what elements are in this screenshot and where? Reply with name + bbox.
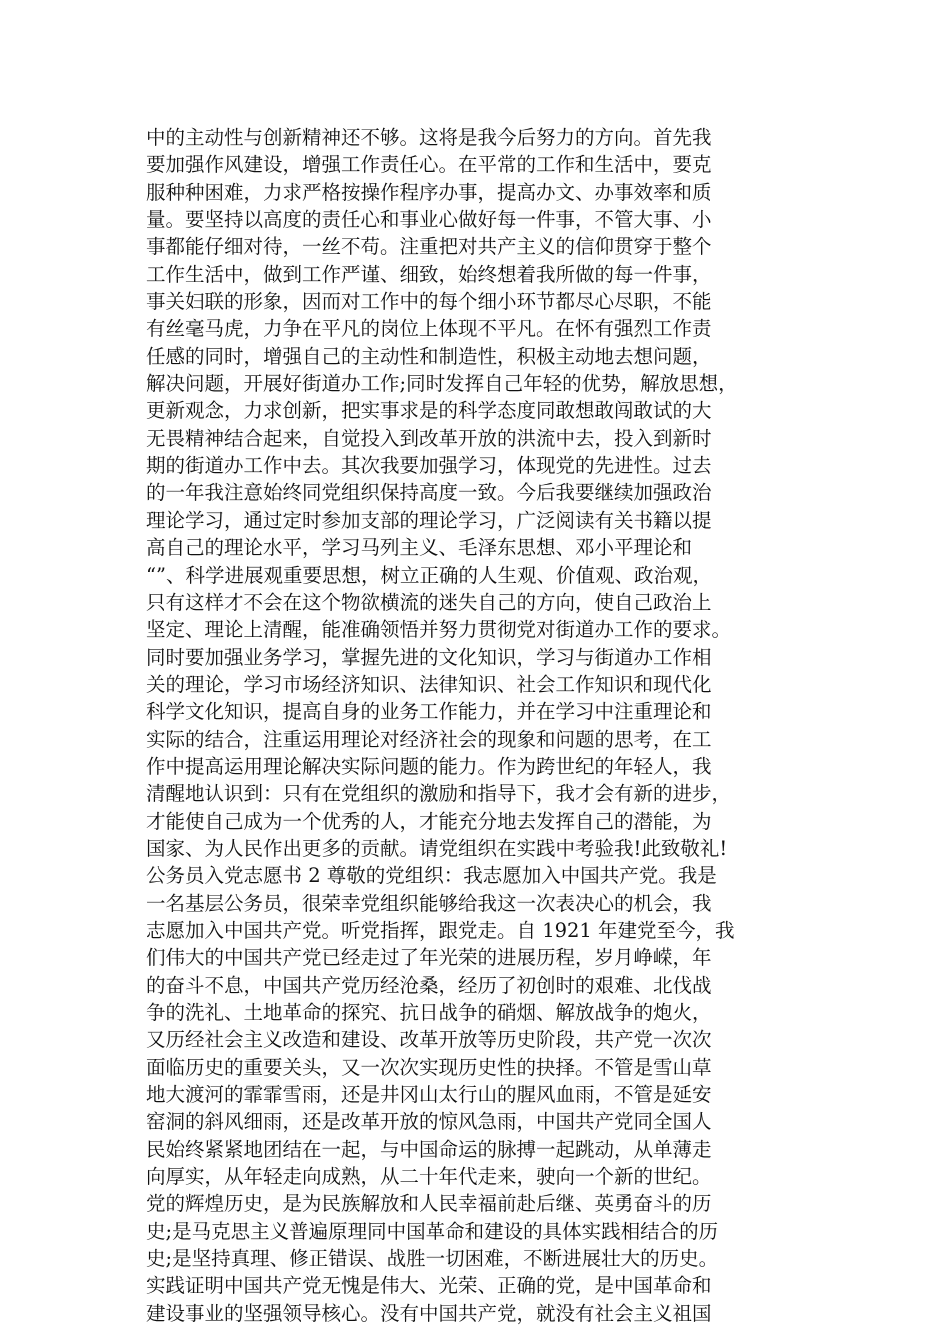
text-line: 的奋斗不息，中国共产党历经沧桑，经历了初创时的艰难、北伐战 xyxy=(146,973,712,997)
text-line: 建设事业的坚强领导核心。没有中国共产党，就没有社会主义祖国 xyxy=(146,1301,712,1325)
text-line: 才能使自己成为一个优秀的人，才能充分地去发挥自己的潜能，为 xyxy=(146,809,712,833)
text-line: 党的辉煌历史，是为民族解放和人民幸福前赴后继、英勇奋斗的历 xyxy=(146,1192,712,1216)
text-line: 要加强作风建设，增强工作责任心。在平常的工作和生活中，要克 xyxy=(146,153,712,177)
text-line: 工作生活中，做到工作严谨、细致，始终想着我所做的每一件事， xyxy=(146,262,712,286)
text-line: 坚定、理论上清醒，能准确领悟并努力贯彻党对街道办工作的要求。 xyxy=(146,618,732,642)
text-line: 一名基层公务员，很荣幸党组织能够给我这一次表决心的机会，我 xyxy=(146,891,712,915)
text-line: 服种种困难，力求严格按操作程序办事，提高办文、办事效率和质 xyxy=(146,180,712,204)
text-line: 们伟大的中国共产党已经走过了年光荣的进展历程，岁月峥嵘，年 xyxy=(146,946,712,970)
text-line: 实践证明中国共产党无愧是伟大、光荣、正确的党，是中国革命和 xyxy=(146,1274,712,1298)
text-line: 量。要坚持以高度的责任心和事业心做好每一件事，不管大事、小 xyxy=(146,208,712,232)
text-line: 的一年我注意始终同党组织保持高度一致。今后我要继续加强政治 xyxy=(146,481,712,505)
text-line: 无畏精神结合起来，自觉投入到改革开放的洪流中去，投入到新时 xyxy=(146,426,712,450)
text-line: 民始终紧紧地团结在一起，与中国命运的脉搏一起跳动，从单薄走 xyxy=(146,1137,712,1161)
text-line: 任感的同时，增强自己的主动性和制造性，积极主动地去想问题， xyxy=(146,344,712,368)
text-line: 国家、为人民作出更多的贡献。请党组织在实践中考验我!此致敬礼! xyxy=(146,836,728,860)
text-line: 中的主动性与创新精神还不够。这将是我今后努力的方向。首先我 xyxy=(146,126,712,149)
text-line: 清醒地认识到：只有在党组织的激励和指导下，我才会有新的进步， xyxy=(146,782,732,806)
text-line: 窑洞的斜风细雨，还是改革开放的惊风急雨，中国共产党同全国人 xyxy=(146,1110,712,1134)
text-line: 实际的结合，注重运用理论对经济社会的现象和问题的思考，在工 xyxy=(146,727,712,751)
text-line: 史;是坚持真理、修正错误、战胜一切困难，不断进展壮大的历史。 xyxy=(146,1247,719,1271)
text-line: 志愿加入中国共产党。听党指挥，跟党走。自 1921 年建党至今，我 xyxy=(146,918,735,942)
text-line: 事都能仔细对待，一丝不苟。注重把对共产主义的信仰贯穿于整个 xyxy=(146,235,712,259)
text-line: 高自己的理论水平，学习马列主义、毛泽东思想、邓小平理论和 xyxy=(146,536,693,560)
text-line: 有丝毫马虎，力争在平凡的岗位上体现不平凡。在怀有强烈工作责 xyxy=(146,317,712,341)
text-line: 期的街道办工作中去。其次我要加强学习，体现党的先进性。过去 xyxy=(146,454,712,478)
text-line: 公务员入党志愿书 2 尊敬的党组织：我志愿加入中国共产党。我是 xyxy=(146,864,717,888)
text-line: “”、科学进展观重要思想，树立正确的人生观、价值观、政治观， xyxy=(146,563,712,587)
text-line: 向厚实，从年轻走向成熟，从二十年代走来，驶向一个新的世纪。 xyxy=(146,1165,712,1189)
document-body-text xyxy=(146,124,816,1327)
text-line: 科学文化知识，提高自身的业务工作能力，并在学习中注重理论和 xyxy=(146,700,712,724)
text-line: 面临历史的重要关头，又一次次实现历史性的抉择。不管是雪山草 xyxy=(146,1055,712,1079)
text-line: 又历经社会主义改造和建设、改革开放等历史阶段，共产党一次次 xyxy=(146,1028,712,1052)
text-line: 理论学习，通过定时参加支部的理论学习，广泛阅读有关书籍以提 xyxy=(146,508,712,532)
text-line: 事关妇联的形象，因而对工作中的每个细小环节都尽心尽职，不能 xyxy=(146,290,712,314)
text-line: 争的洗礼、土地革命的探究、抗日战争的硝烟、解放战争的炮火， xyxy=(146,1001,712,1024)
text-line: 关的理论，学习市场经济知识、法律知识、社会工作知识和现代化 xyxy=(146,672,712,696)
text-line: 史;是马克思主义普遍原理同中国革命和建设的具体实践相结合的历 xyxy=(146,1219,719,1243)
text-line: 解决问题，开展好街道办工作;同时发挥自己年轻的优势，解放思想， xyxy=(146,372,738,396)
text-line: 只有这样才不会在这个物欲横流的迷失自己的方向，使自己政治上 xyxy=(146,590,712,614)
text-line: 同时要加强业务学习，掌握先进的文化知识，学习与街道办工作相 xyxy=(146,645,712,669)
text-line: 更新观念，力求创新，把实事求是的科学态度同敢想敢闯敢试的大 xyxy=(146,399,712,423)
text-line: 地大渡河的霏霏雪雨，还是井冈山太行山的腥风血雨，不管是延安 xyxy=(146,1083,712,1107)
text-line: 作中提高运用理论解决实际问题的能力。作为跨世纪的年轻人，我 xyxy=(146,754,712,778)
